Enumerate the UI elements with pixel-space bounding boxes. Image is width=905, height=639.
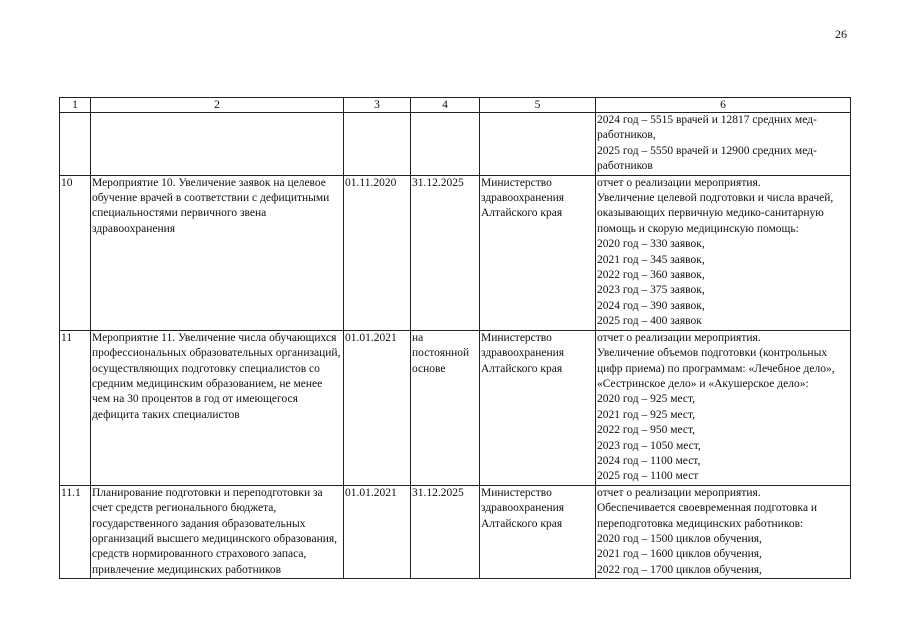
- result-line: отчет о реализации мероприятия.: [597, 176, 761, 189]
- result-line: 2025 год – 5550 врачей и 12900 средних мед-: [597, 144, 817, 157]
- result-line: 2025 год – 1100 мест: [597, 470, 699, 483]
- result-line: 2022 год – 1700 циклов обучения,: [597, 563, 762, 576]
- result-line: 2023 год – 375 заявок,: [597, 284, 705, 297]
- table-row: [60, 113, 851, 176]
- activities-table: [59, 97, 851, 579]
- result-line: 2021 год – 1600 циклов обучения,: [597, 548, 762, 561]
- table-row: [60, 485, 851, 578]
- result-line: 2024 год – 5515 врачей и 12817 средних мед-: [597, 114, 817, 126]
- result-line: 2024 год – 390 заявок,: [597, 299, 705, 312]
- result-line: 2022 год – 950 мест,: [597, 424, 696, 437]
- column-header: 5: [480, 98, 596, 113]
- executor-cell: [480, 113, 596, 176]
- executor-cell: Министерство здравоохранения Алтайского края: [480, 485, 596, 578]
- row-number: 11: [60, 330, 91, 485]
- end-date-cell: 31.12.2025: [411, 175, 480, 330]
- end-date-cell: 31.12.2025: [411, 485, 480, 578]
- result-line: Увеличение целевой подготовки и числа врачей, оказывающих первичную медико-санитарную помощь и скорую медицинскую помощь:: [597, 192, 834, 235]
- table-header-row: [60, 98, 851, 113]
- column-header: 6: [596, 98, 851, 113]
- result-line: 2021 год – 345 заявок,: [597, 253, 705, 266]
- table-row: [60, 330, 851, 485]
- row-number: 10: [60, 175, 91, 330]
- result-line: работников,: [597, 129, 656, 142]
- result-line: 2023 год – 1050 мест,: [597, 439, 701, 452]
- row-number: 11.1: [60, 485, 91, 578]
- result-line: 2020 год – 925 мест,: [597, 393, 696, 406]
- end-date-cell: [411, 113, 480, 176]
- measure-cell: [91, 113, 344, 176]
- measure-cell: Мероприятие 10. Увеличение заявок на целевое обучение врачей в соответствии с дефицитными специальностями первичного звена здравоохранения: [91, 175, 344, 330]
- result-line: 2025 год – 400 заявок: [597, 315, 702, 328]
- column-header: 4: [411, 98, 480, 113]
- result-line: 2020 год – 1500 циклов обучения,: [597, 532, 762, 545]
- column-header: 2: [91, 98, 344, 113]
- column-header: 3: [344, 98, 411, 113]
- result-line: 2021 год – 925 мест,: [597, 408, 696, 421]
- start-date-cell: 01.11.2020: [344, 175, 411, 330]
- result-line: работников: [597, 160, 653, 173]
- measure-cell: Планирование подготовки и переподготовки за счет средств регионального бюджета, государственного задания образовательных организаций высшего медицинского образования, средств нормированного страхового запаса, привлечение медицинских работников: [91, 485, 344, 578]
- result-cell: [596, 175, 851, 330]
- result-line: Увеличение объемов подготовки (контрольных цифр приема) по программам: «Лечебное дело», «Сестринское дело» и «Акушерское дело»:: [597, 347, 835, 390]
- table-row: [60, 175, 851, 330]
- result-line: 2024 год – 1100 мест,: [597, 454, 701, 467]
- result-cell: [596, 485, 851, 578]
- start-date-cell: 01.01.2021: [344, 330, 411, 485]
- page-number: 26: [835, 27, 847, 41]
- measure-cell: Мероприятие 11. Увеличение числа обучающихся профессиональных образовательных организаций, осуществляющих подготовку специалистов со средним медицинским образованием, не менее чем на 30 процентов в год от имеющегося дефицита таких специалистов: [91, 330, 344, 485]
- start-date-cell: 01.01.2021: [344, 485, 411, 578]
- start-date-cell: [344, 113, 411, 176]
- result-line: отчет о реализации мероприятия.: [597, 331, 761, 344]
- result-line: 2020 год – 330 заявок,: [597, 238, 705, 251]
- result-line: Обеспечивается своевременная подготовка и переподготовка медицинских работников:: [597, 502, 818, 530]
- result-line: 2022 год – 360 заявок,: [597, 269, 705, 282]
- row-number: [60, 113, 91, 176]
- executor-cell: Министерство здравоохранения Алтайского края: [480, 175, 596, 330]
- column-header: 1: [60, 98, 91, 113]
- result-cell: [596, 330, 851, 485]
- result-cell: [596, 113, 851, 176]
- executor-cell: Министерство здравоохранения Алтайского края: [480, 330, 596, 485]
- end-date-cell: на постоянной основе: [411, 330, 480, 485]
- result-line: отчет о реализации мероприятия.: [597, 486, 761, 499]
